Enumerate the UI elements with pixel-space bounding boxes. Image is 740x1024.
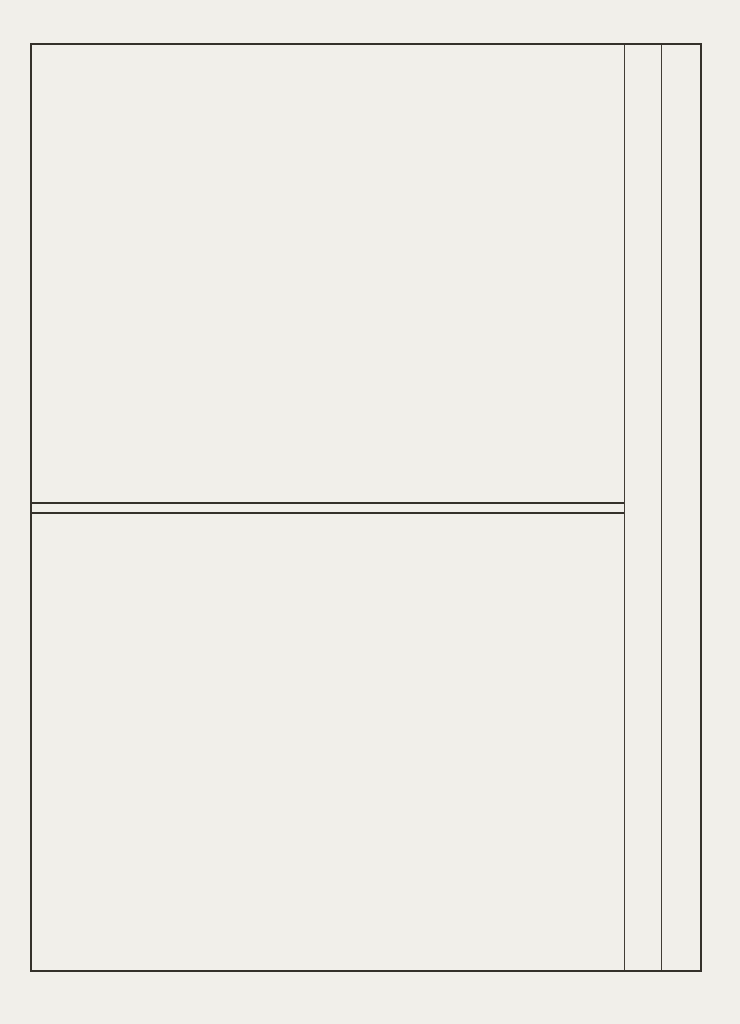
table-headquarters-staff bbox=[32, 45, 624, 504]
table-corps-officers bbox=[32, 512, 624, 970]
content-frame bbox=[30, 43, 702, 972]
section-title bbox=[625, 45, 661, 970]
doc-title-band bbox=[661, 45, 700, 970]
tables-area bbox=[32, 45, 624, 970]
section-title-band bbox=[624, 45, 661, 970]
